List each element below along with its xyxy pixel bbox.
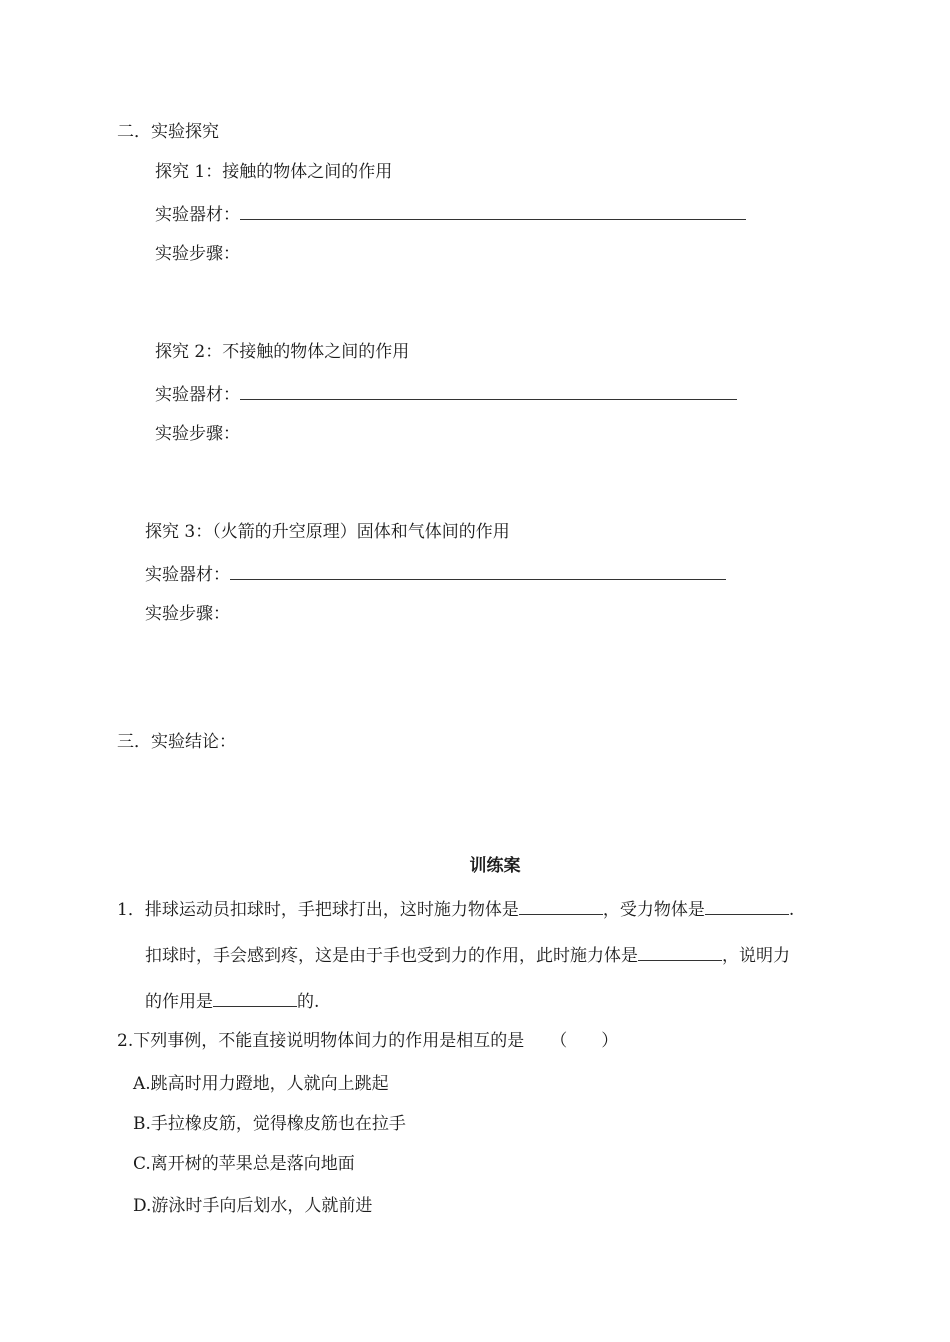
- q2-stem: [117, 1030, 618, 1052]
- q1-line1: [117, 898, 794, 921]
- q2-option-b[interactable]: B.手拉橡皮筋，觉得橡皮筋也在拉手: [133, 1114, 406, 1134]
- explore3-materials-blank[interactable]: [230, 563, 726, 580]
- q2-option-d[interactable]: D.游泳时手向后划水，人就前进: [133, 1196, 373, 1216]
- explore3-materials-label: 实验器材：: [145, 565, 230, 585]
- explore2-materials-label: 实验器材：: [155, 385, 240, 405]
- q1-blank-2[interactable]: [705, 898, 789, 915]
- q1-blank-3[interactable]: [638, 944, 722, 961]
- q1-blank-4[interactable]: [213, 990, 297, 1007]
- q1-part-a: 1．排球运动员扣球时，手把球打出，这时施力物体是: [117, 900, 519, 920]
- explore2-steps: 实验步骤：: [155, 424, 240, 444]
- q2-option-c[interactable]: C.离开树的苹果总是落向地面: [133, 1154, 355, 1174]
- q1-line3: [145, 990, 319, 1013]
- explore1-materials-blank[interactable]: [240, 203, 746, 220]
- q1-blank-1[interactable]: [519, 898, 603, 915]
- q2-option-a[interactable]: A.跳高时用力蹬地，人就向上跳起: [133, 1074, 389, 1094]
- explore3-title: 探究 3：（火箭的升空原理）固体和气体间的作用: [145, 522, 510, 542]
- q1-line2: [145, 944, 790, 967]
- section3-title: 三．实验结论：: [117, 732, 236, 752]
- q1-part-e: ，说明力: [722, 946, 790, 966]
- explore1-steps: 实验步骤：: [155, 244, 240, 264]
- explore1-title: 探究 1：接触的物体之间的作用: [155, 162, 393, 182]
- q1-part-c: .: [788, 900, 795, 920]
- q1-part-b: ，受力物体是: [602, 900, 705, 920]
- q2-stem-text: 2.下列事例，不能直接说明物体间力的作用是相互的是: [117, 1031, 525, 1051]
- q2-answer-paren[interactable]: （ ）: [550, 1031, 619, 1051]
- explore1-materials-label: 实验器材：: [155, 205, 240, 225]
- explore2-materials: [155, 383, 737, 406]
- explore3-materials: [145, 563, 726, 586]
- explore3-steps: 实验步骤：: [145, 604, 230, 624]
- explore2-title: 探究 2：不接触的物体之间的作用: [155, 342, 410, 362]
- explore2-materials-blank[interactable]: [240, 383, 737, 400]
- q1-part-d: 扣球时，手会感到疼，这是由于手也受到力的作用，此时施力体是: [145, 946, 638, 966]
- section2-title: 二．实验探究: [117, 122, 219, 142]
- q1-part-g: 的.: [297, 992, 320, 1012]
- explore1-materials: [155, 203, 746, 226]
- training-title: 训练案: [469, 856, 521, 876]
- q1-part-f: 的作用是: [145, 992, 213, 1012]
